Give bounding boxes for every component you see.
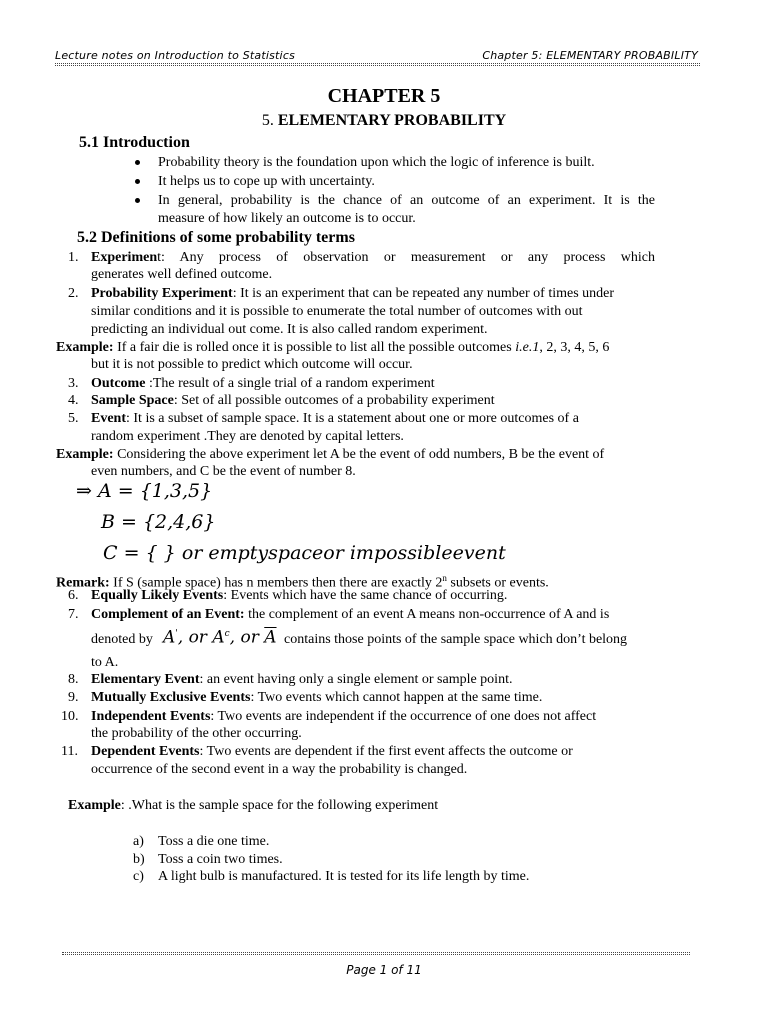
list-letter: b)	[133, 852, 145, 867]
example-events: Example: Considering the above experiment let A be the event of odd numbers, B be the event of	[56, 447, 605, 462]
definition-mutually-exclusive: Mutually Exclusive Events: Two events which cannot happen at the same time.	[91, 690, 543, 705]
list-number: 3.	[68, 376, 79, 391]
list-number: 9.	[68, 690, 79, 705]
list-number: 1.	[68, 250, 79, 265]
bullet-dot	[135, 198, 140, 203]
bullet-dot	[135, 160, 140, 165]
section-heading-intro: 5.1 Introduction	[79, 134, 190, 151]
math-set-c: C = { } or emptyspaceor impossibleevent	[103, 542, 506, 564]
header-left: Lecture notes on Introduction to Statistics	[55, 49, 295, 62]
definition-event-cont: random experiment .They are denoted by capital letters.	[91, 429, 404, 444]
definition-experiment-cont: generates well defined outcome.	[91, 267, 273, 282]
page-number: Page 1 of 11	[346, 963, 422, 977]
definition-dependent: Dependent Events: Two events are dependent if the first event affects the outcome or	[91, 744, 573, 759]
example-sample-space: Example: .What is the sample space for the following experiment	[68, 798, 439, 813]
definition-probability-experiment-cont-2: predicting an individual out come. It is also called random experiment.	[91, 322, 488, 337]
complement-notation: A', or $A^c$, or $\overline{A}$	[163, 627, 277, 648]
definition-elementary: Elementary Event: an event having only a single element or sample point.	[91, 672, 513, 687]
definition-independent: Independent Events: Two events are independent if the occurrence of one does not affect	[91, 709, 597, 724]
list-letter: a)	[133, 834, 144, 849]
header-divider-2	[55, 63, 700, 66]
definition-outcome: Outcome :The result of a single trial of a random experiment	[91, 376, 435, 391]
header-right: Chapter 5: ELEMENTARY PROBABILITY	[482, 49, 698, 62]
definition-event: Event: It is a subset of sample space. It is a statement about one or more outcomes of a	[91, 411, 579, 426]
definition-probability-experiment: Probability Experiment: It is an experiment that can be repeated any number of times under	[91, 286, 615, 301]
bullet-dot	[135, 179, 140, 184]
list-number: 8.	[68, 672, 79, 687]
list-number: 2.	[68, 286, 79, 301]
remark: Remark: If S (sample space) has n members then there are exactly 2$^n$ subsets or events.	[56, 573, 549, 591]
definition-complement-cont: denoted by	[91, 632, 153, 647]
intro-bullet-3: In general, probability is the chance of an outcome of an experiment. It is the	[158, 193, 655, 208]
intro-bullet-1: Probability theory is the foundation upon which the logic of inference is built.	[158, 155, 595, 170]
intro-bullet-2: It helps us to cope up with uncertainty.	[158, 174, 375, 189]
definition-probability-experiment-cont-1: similar conditions and it is possible to enumerate the total number of outcomes with out	[91, 304, 583, 319]
list-number: 7.	[68, 607, 79, 622]
definition-experiment: Experiment: Any process of observation or measurement or any process which	[91, 250, 655, 265]
chapter-subtitle: 5. ELEMENTARY PROBABILITY	[261, 112, 507, 129]
definition-complement-cont-3: to A.	[91, 655, 119, 670]
example-item-b: Toss a coin two times.	[158, 852, 283, 867]
definition-complement-cont-2: contains those points of the sample space which don’t belong	[284, 632, 628, 647]
list-number: 6.	[68, 588, 79, 603]
list-number: 10.	[61, 709, 79, 724]
chapter-title: CHAPTER 5	[327, 85, 441, 107]
example-die-cont: but it is not possible to predict which outcome will occur.	[91, 357, 413, 372]
intro-bullet-3-cont: measure of how likely an outcome is to occur.	[158, 211, 416, 226]
definition-sample-space: Sample Space: Set of all possible outcomes of a probability experiment	[91, 393, 495, 408]
definition-equally-likely: Equally Likely Events: Events which have the same chance of occurring.	[91, 588, 508, 603]
math-set-b: B = {2,4,6}	[101, 511, 216, 533]
example-item-a: Toss a die one time.	[158, 834, 270, 849]
example-die: Example: If a fair die is rolled once it is possible to list all the possible outcomes i.e.1, 2, 3, 4, 5, 6	[56, 340, 610, 355]
section-heading-definitions: 5.2 Definitions of some probability terms	[77, 229, 355, 246]
footer-divider-2	[62, 952, 690, 955]
list-letter: c)	[133, 869, 144, 884]
definition-independent-cont: the probability of the other occurring.	[91, 726, 302, 741]
definition-complement: Complement of an Event: the complement of an event A means non-occurrence of A and is	[91, 607, 610, 622]
math-set-a: ⇒ A = {1,3,5}	[76, 480, 213, 502]
example-item-c: A light bulb is manufactured. It is tested for its life length by time.	[158, 869, 530, 884]
example-events-cont: even numbers, and C be the event of number 8.	[91, 464, 356, 479]
list-number: 11.	[61, 744, 78, 759]
list-number: 4.	[68, 393, 79, 408]
list-number: 5.	[68, 411, 79, 426]
definition-dependent-cont: occurrence of the second event in a way the probability is changed.	[91, 762, 468, 777]
